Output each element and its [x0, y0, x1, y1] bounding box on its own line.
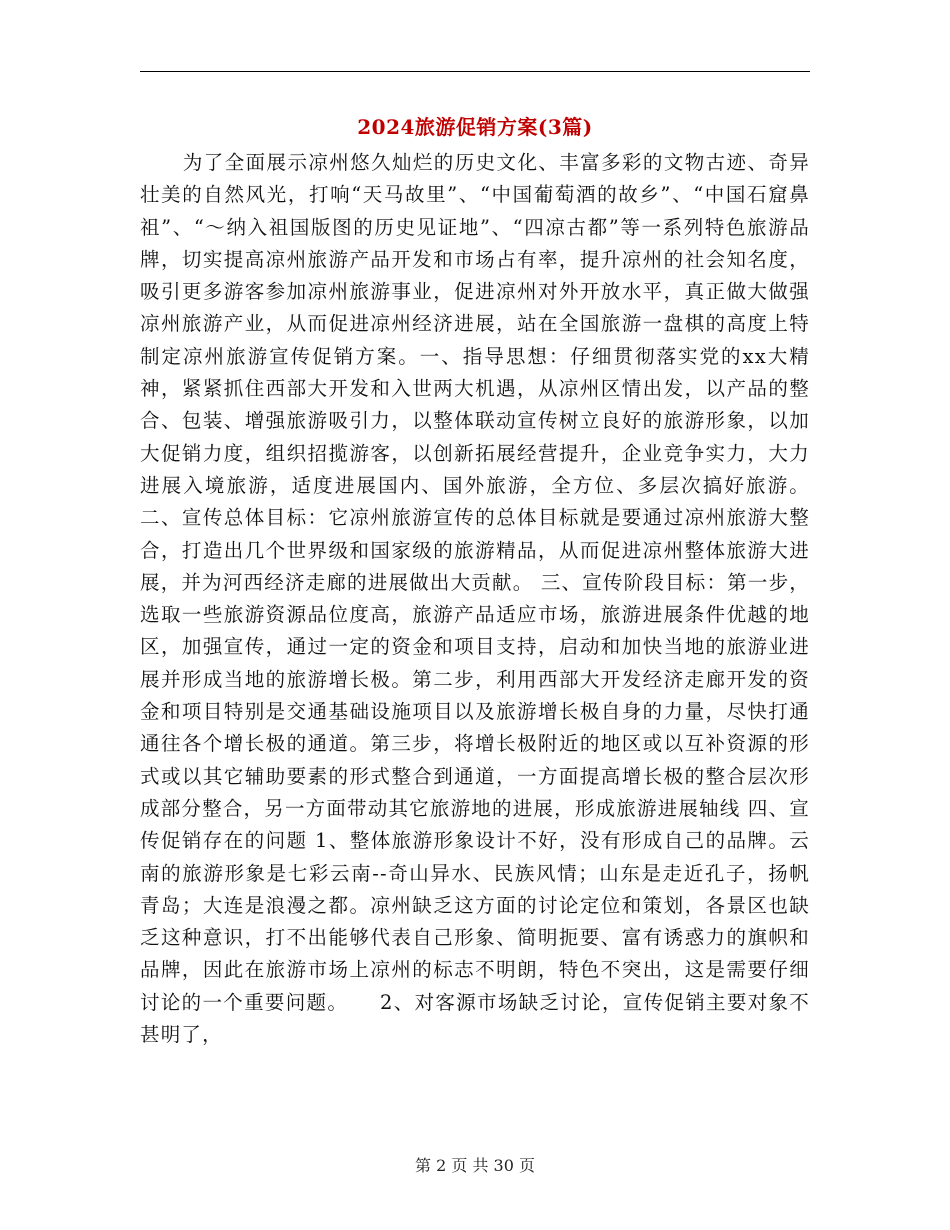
page-footer: [0, 1155, 950, 1177]
header-rule: [140, 71, 810, 72]
document-title: 2024旅游促销方案(3篇): [357, 115, 593, 139]
page-number-label: 第 2 页 共 30 页: [415, 1156, 535, 1175]
document-body: 为了全面展示凉州悠久灿烂的历史文化、丰富多彩的文物古迹、奇异壮美的自然风光，打响“天马故里”、“中国葡萄酒的故乡”、“中国石窟鼻祖”、“～纳入祖国版图的历史见证地”、“四凉古都”等一系列特色旅游品牌，切实提高凉州旅游产品开发和市场占有率，提升凉州的社会知名度，吸引更多游客参加凉州旅游事业，促进凉州对外开放水平，真正做大做强凉州旅游产业，从而促进凉州经济进展，站在全国旅游一盘棋的高度上特制定凉州旅游宣传促销方案。一、指导思想：仔细贯彻落实党的xx大精神，紧紧抓住西部大开发和入世两大机遇，从凉州区情出发，以产品的整合、包装、增强旅游吸引力，以整体联动宣传树立良好的旅游形象，以加大促销力度，组织招揽游客，以创新拓展经营提升，企业竞争实力，大力进展入境旅游，适度进展国内、国外旅游，全方位、多层次搞好旅游。 二、宣传总体目标：它凉州旅游宣传的总体目标就是要通过凉州旅游大整合，打造出几个世界级和国家级的旅游精品，从而促进凉州整体旅游大进展，并为河西经济走廊的进展做出大贡献。 三、宣传阶段目标：第一步，选取一些旅游资源品位度高，旅游产品适应市场，旅游进展条件优越的地区，加强宣传，通过一定的资金和项目支持，启动和加快当地的旅游业进展并形成当地的旅游增长极。第二步，利用西部大开发经济走廊开发的资金和项目特别是交通基础设施项目以及旅游增长极自身的力量，尽快打通通往各个增长极的通道。第三步，将增长极附近的地区或以互补资源的形式或以其它辅助要素的形式整合到通道，一方面提高增长极的整合层次形成部分整合，另一方面带动其它旅游地的进展，形成旅游进展轴线 四、宣传促销存在的问题 1、整体旅游形象设计不好，没有形成自己的品牌。云南的旅游形象是七彩云南--奇山异水、民族风情；山东是走近孔子，扬帆青岛；大连是浪漫之都。凉州缺乏这方面的讨论定位和策划，各景区也缺乏这种意识，打不出能够代表自己形象、简明扼要、富有诱惑力的旗帜和品牌，因此在旅游市场上凉州的标志不明朗，特色不突出，这是需要仔细讨论的一个重要问题。 2、对客源市场缺乏讨论，宣传促销主要对象不甚明了，: [140, 151, 810, 1047]
